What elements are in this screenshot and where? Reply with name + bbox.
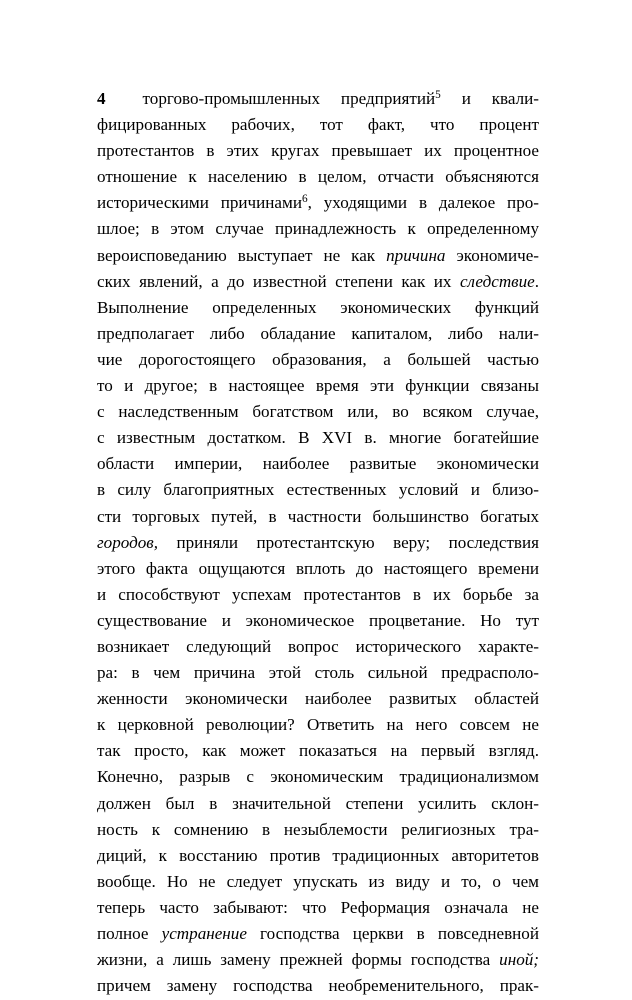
text-line-content: [97, 86, 539, 112]
text-line-content: [97, 973, 539, 999]
text-run: с известным достатком. В XVI в. многие богатейшие: [97, 428, 539, 448]
text-run: историческими причинами: [97, 193, 302, 213]
text-run: приняли протестантскую веру; последствия: [157, 532, 539, 552]
text-line-content: [97, 451, 539, 477]
text-line-content: [97, 269, 539, 295]
text-run: и квали-: [440, 89, 539, 108]
text-run: предполагает либо обладание капиталом, либо нали-: [97, 323, 539, 343]
text-line-content: [97, 764, 539, 790]
footnote-marker: 5: [435, 89, 441, 102]
text-run: , уходящими в далекое про-: [307, 193, 539, 213]
text-line-content: [97, 373, 539, 399]
text-run: вероисповеданию выступает не как: [97, 245, 387, 265]
text-run: фицированных рабочих, тот факт, что процент: [97, 115, 539, 135]
text-run: возникает следующий вопрос исторического характе-: [97, 636, 539, 656]
text-line-content: [97, 138, 539, 164]
text-run: шлое; в этом случае принадлежность к определенному: [97, 219, 539, 239]
text-run: экономиче-: [445, 245, 539, 265]
text-line-content: [97, 347, 539, 373]
text-line-content: [97, 634, 539, 660]
text-line: [97, 216, 539, 242]
text-line: [97, 269, 539, 295]
text-run: существование и экономическое процветание. Но тут: [97, 610, 539, 630]
text-line: [97, 190, 539, 216]
text-run: Конечно, разрыв с экономическим традиционализмом: [97, 767, 539, 787]
text-run: так просто, как может показаться на первый взгляд.: [97, 741, 539, 761]
text-line: [97, 817, 539, 843]
text-line-content: [97, 817, 539, 843]
text-line-content: [97, 190, 539, 216]
text-line: [97, 504, 539, 530]
text-line-content: [97, 608, 539, 634]
text-line: [97, 791, 539, 817]
text-line-content: [97, 216, 539, 242]
text-line-content: [97, 164, 539, 190]
text-run: господства церкви в повседневной: [246, 924, 539, 943]
text-line: [97, 738, 539, 764]
text-run: диций, к восстанию против традиционных авторитетов: [97, 845, 539, 865]
text-line-content: [97, 660, 539, 686]
text-run: Выполнение определенных экономических функций: [97, 297, 539, 317]
page-text-block: [97, 86, 539, 999]
text-line: [97, 373, 539, 399]
text-line: [97, 451, 539, 477]
text-line-content: [97, 738, 539, 764]
text-line-content: [97, 582, 539, 608]
footnote-marker: 6: [301, 193, 308, 206]
text-run: этого факта ощущаются вплоть до настоящего времени: [97, 558, 539, 578]
text-line: [97, 530, 539, 556]
text-run: должен был в значительной степени усилить склон-: [97, 793, 539, 813]
text-line: [97, 921, 539, 947]
text-line-content: [97, 112, 539, 138]
text-line-content: [97, 556, 539, 582]
text-line: [97, 660, 539, 686]
text-line: [97, 321, 539, 347]
text-line-content: [97, 295, 539, 321]
text-line-content: [97, 399, 539, 425]
emphasis-text: причина: [386, 245, 446, 265]
text-run: жизни, а лишь замену прежней формы господства: [97, 950, 500, 970]
text-line: [97, 973, 539, 999]
text-line-content: [97, 947, 539, 973]
text-line-content: [97, 321, 539, 347]
text-run: вообще. Но не следует упускать из виду и то, о чем: [97, 871, 539, 891]
text-line-content: [97, 243, 539, 269]
text-run: чие дорогостоящего образования, а большей частью: [97, 349, 539, 369]
text-line-content: [97, 686, 539, 712]
text-line: [97, 425, 539, 451]
text-line: [97, 582, 539, 608]
text-run: и способствуют успехам протестантов в их борьбе за: [97, 584, 539, 604]
emphasis-text: иной;: [499, 950, 539, 970]
text-line: [97, 686, 539, 712]
text-line: [97, 869, 539, 895]
text-run: сти торговых путей, в частности большинство богатых: [97, 506, 539, 526]
text-line: [97, 347, 539, 373]
text-line: [97, 295, 539, 321]
text-run: ра: в чем причина этой столь сильной предрасполо-: [97, 663, 539, 683]
text-line: [97, 86, 539, 112]
emphasis-text: городов,: [97, 532, 158, 552]
text-run: с наследственным богатством или, во всяком случае,: [97, 402, 539, 422]
text-run: женности экономически наиболее развитых областей: [97, 689, 539, 709]
text-line: [97, 712, 539, 738]
text-line: [97, 138, 539, 164]
text-run: к церковной революции? Ответить на него совсем не: [97, 715, 539, 735]
text-line: [97, 608, 539, 634]
text-run: причем замену господства необременительного, прак-: [97, 976, 539, 996]
text-line: [97, 634, 539, 660]
text-line-content: [97, 477, 539, 503]
text-run: области империи, наиболее развитые экономически: [97, 454, 539, 474]
text-run: ских явлений, а до известной степени как их: [97, 271, 460, 291]
emphasis-text: следствие: [459, 271, 535, 291]
text-line-content: [97, 504, 539, 530]
text-run: отношение к населению в целом, отчасти объясняются: [97, 167, 539, 187]
text-line: [97, 764, 539, 790]
text-line: [97, 477, 539, 503]
text-line-content: [97, 869, 539, 895]
text-line-content: [97, 791, 539, 817]
text-run: теперь часто забывают: что Реформация означала не: [97, 897, 539, 917]
text-run: ность к сомнению в незыблемости религиозных тра-: [97, 819, 539, 839]
text-line: [97, 947, 539, 973]
text-run: в силу благоприятных естественных условий и близо-: [97, 480, 539, 500]
emphasis-text: устранение: [161, 924, 247, 943]
text-run: полное: [97, 924, 162, 943]
text-line: [97, 556, 539, 582]
text-run: .: [534, 271, 539, 291]
body-paragraph: [97, 86, 539, 999]
text-line: [97, 112, 539, 138]
text-line: [97, 843, 539, 869]
text-run: торгово-промышленных предприятий: [142, 89, 436, 108]
page-number: 4: [97, 89, 106, 108]
text-line-content: [97, 921, 539, 947]
text-line-content: [97, 425, 539, 451]
text-line: [97, 399, 539, 425]
text-line: [97, 895, 539, 921]
text-line-content: [97, 895, 539, 921]
text-line: [97, 243, 539, 269]
text-line: [97, 164, 539, 190]
text-run: протестантов в этих кругах превышает их процентное: [97, 141, 539, 161]
text-run: то и другое; в настоящее время эти функции связаны: [97, 376, 539, 396]
text-line-content: [97, 530, 539, 556]
text-line-content: [97, 712, 539, 738]
text-line-content: [97, 843, 539, 869]
